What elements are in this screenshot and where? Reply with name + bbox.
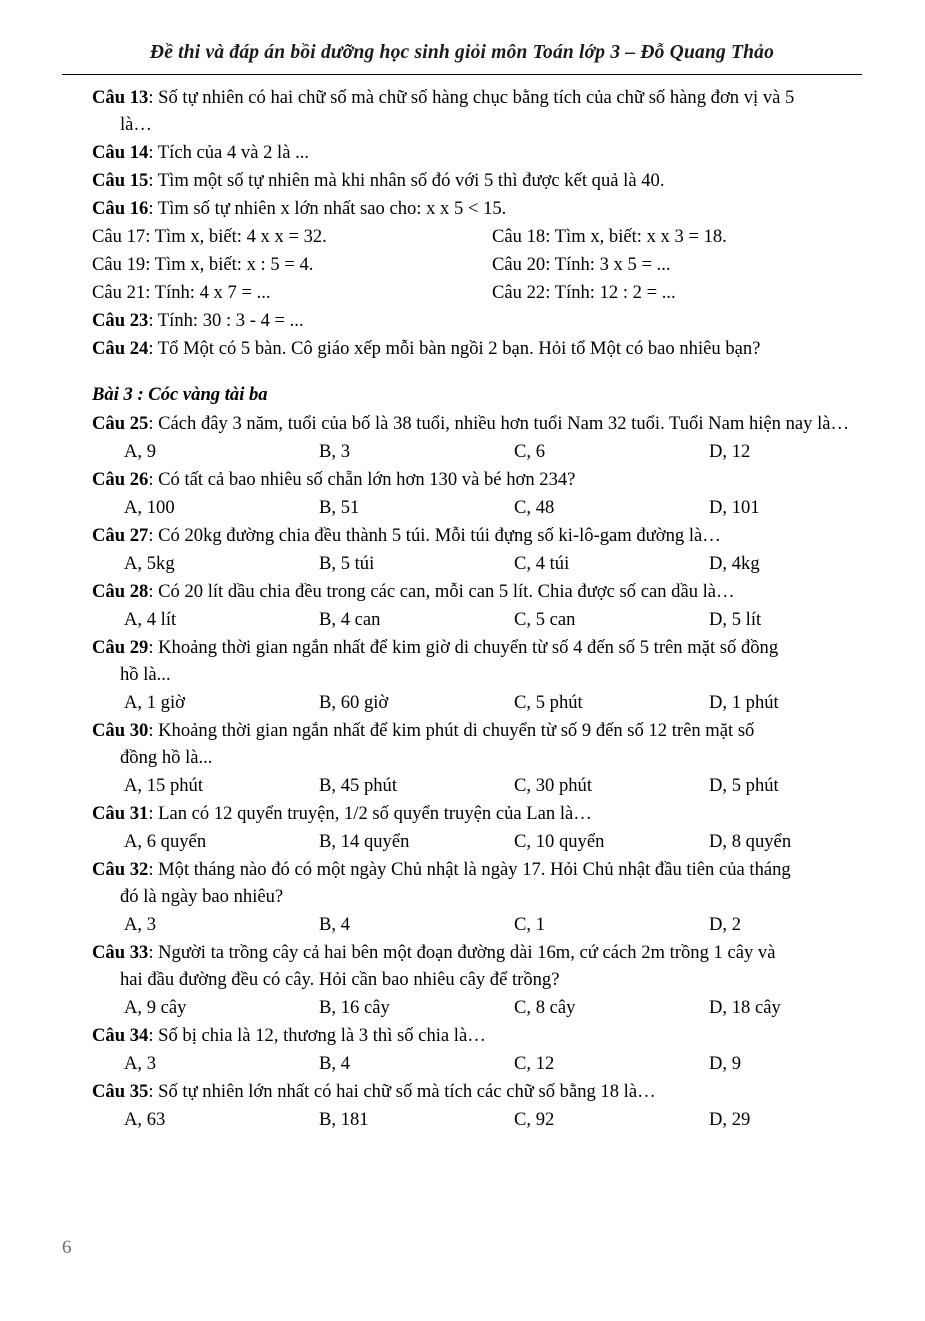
answer-option-c[interactable]: C, 6 — [514, 441, 545, 462]
answer-option-a[interactable]: A, 9 — [124, 441, 157, 462]
answer-options-row — [62, 911, 868, 938]
answer-option-b[interactable]: B, 60 giờ — [319, 692, 389, 713]
answer-options-row — [62, 828, 868, 855]
question-item — [62, 307, 868, 334]
question-item — [62, 578, 868, 605]
question-label: Câu 31 — [92, 803, 149, 824]
answer-options-row — [62, 1050, 868, 1077]
answer-option-c[interactable]: C, 92 — [514, 1109, 555, 1130]
answer-option-c[interactable]: C, 30 phút — [514, 775, 592, 796]
question-text: : Khoảng thời gian ngắn nhất để kim giờ di chuyển từ số 4 đến số 5 trên mặt số đồng — [148, 637, 779, 658]
answer-option-d[interactable]: D, 12 — [709, 441, 751, 462]
question-label: Câu 34 — [92, 1025, 149, 1046]
answer-option-a[interactable]: A, 4 lít — [124, 609, 177, 630]
question-pair-row — [62, 251, 868, 278]
answer-option-b[interactable]: B, 51 — [319, 497, 360, 518]
question-item — [62, 1022, 868, 1049]
answer-option-a[interactable]: A, 15 phút — [124, 775, 204, 796]
answer-option-a[interactable]: A, 3 — [124, 914, 157, 935]
answer-options-row — [62, 1106, 868, 1133]
answer-option-a[interactable]: A, 100 — [124, 497, 175, 518]
answer-option-a[interactable]: A, 3 — [124, 1053, 157, 1074]
question-text: : Tìm x, biết: 4 x x = 32. — [145, 226, 327, 247]
question-label: Câu 13 — [92, 87, 149, 108]
header-divider — [62, 74, 862, 75]
question-pair-row — [62, 223, 868, 250]
answer-option-b[interactable]: B, 181 — [319, 1109, 369, 1130]
question-label: Câu 19 — [92, 254, 146, 275]
question-label: Câu 21 — [92, 282, 146, 303]
question-item — [62, 410, 868, 437]
question-label: Câu 26 — [92, 469, 149, 490]
question-item — [92, 223, 492, 250]
question-text: : Tìm một số tự nhiên mà khi nhân số đó với 5 thì được kết quả là 40. — [148, 170, 665, 191]
question-item — [62, 195, 868, 222]
answer-options-row — [62, 994, 868, 1021]
question-text: : Tính: 4 x 7 = ... — [145, 282, 271, 303]
answer-option-c[interactable]: C, 1 — [514, 914, 545, 935]
answer-option-d[interactable]: D, 4kg — [709, 553, 760, 574]
question-pair-row — [62, 279, 868, 306]
answer-option-b[interactable]: B, 16 cây — [319, 997, 390, 1018]
question-label: Câu 22 — [492, 282, 546, 303]
answer-option-c[interactable]: C, 10 quyển — [514, 831, 605, 852]
question-text: : Tổ Một có 5 bàn. Cô giáo xếp mỗi bàn ngồi 2 bạn. Hỏi tổ Một có bao nhiêu bạn? — [148, 338, 761, 359]
question-item — [62, 167, 868, 194]
question-label: Câu 28 — [92, 581, 149, 602]
question-label: Câu 24 — [92, 338, 149, 359]
answer-option-c[interactable]: C, 5 can — [514, 609, 576, 630]
question-text: : Tính: 30 : 3 - 4 = ... — [148, 310, 304, 331]
answer-option-d[interactable]: D, 1 phút — [709, 692, 779, 713]
answer-option-d[interactable]: D, 101 — [709, 497, 760, 518]
question-text-wrap: hồ là... — [120, 664, 171, 685]
question-item — [62, 856, 868, 910]
question-item — [62, 717, 868, 771]
answer-options-row — [62, 494, 868, 521]
question-text: : Cách đây 3 năm, tuổi của bố là 38 tuổi, nhiều hơn tuổi Nam 32 tuổi. Tuổi Nam hiện nay là… — [148, 413, 850, 434]
question-text: : Tìm số tự nhiên x lớn nhất sao cho: x x 5 < 15. — [148, 198, 507, 219]
question-item — [62, 800, 868, 827]
question-text: : Khoảng thời gian ngắn nhất để kim phút di chuyển từ số 9 đến số 12 trên mặt số — [148, 720, 755, 741]
question-item — [62, 1078, 868, 1105]
answer-option-d[interactable]: D, 5 phút — [709, 775, 779, 796]
question-label: Câu 15 — [92, 170, 149, 191]
question-item — [62, 84, 868, 138]
answer-option-b[interactable]: B, 14 quyển — [319, 831, 410, 852]
answer-option-d[interactable]: D, 18 cây — [709, 997, 781, 1018]
question-item — [492, 279, 676, 306]
answer-option-a[interactable]: A, 9 cây — [124, 997, 187, 1018]
page-header-title: Đề thi và đáp án bồi dưỡng học sinh giỏi môn Toán lớp 3 – Đỗ Quang Thảo — [149, 42, 775, 63]
answer-option-d[interactable]: D, 8 quyển — [709, 831, 792, 852]
question-label: Câu 16 — [92, 198, 149, 219]
answer-option-b[interactable]: B, 5 túi — [319, 553, 375, 574]
question-label: Câu 17 — [92, 226, 146, 247]
answer-option-b[interactable]: B, 4 — [319, 1053, 350, 1074]
answer-option-b[interactable]: B, 45 phút — [319, 775, 397, 796]
question-text: : Tính: 12 : 2 = ... — [545, 282, 676, 303]
question-text: : Tìm x, biết: x x 3 = 18. — [545, 226, 727, 247]
question-text-wrap: đó là ngày bao nhiêu? — [120, 886, 284, 907]
question-text: : Tính: 3 x 5 = ... — [545, 254, 671, 275]
question-label: Câu 29 — [92, 637, 149, 658]
answer-option-b[interactable]: B, 4 can — [319, 609, 381, 630]
answer-option-d[interactable]: D, 9 — [709, 1053, 742, 1074]
answer-option-c[interactable]: C, 4 túi — [514, 553, 570, 574]
answer-option-a[interactable]: A, 1 giờ — [124, 692, 185, 713]
question-text: : Số tự nhiên lớn nhất có hai chữ số mà tích các chữ số bằng 18 là… — [148, 1081, 656, 1102]
answer-option-c[interactable]: C, 8 cây — [514, 997, 576, 1018]
question-label: Câu 33 — [92, 942, 149, 963]
question-item — [62, 939, 868, 993]
question-item — [492, 251, 671, 278]
question-text-wrap: hai đầu đường đều có cây. Hỏi cần bao nhiêu cây để trồng? — [120, 969, 560, 990]
answer-option-a[interactable]: A, 6 quyển — [124, 831, 207, 852]
question-text: : Số bị chia là 12, thương là 3 thì số chia là… — [148, 1025, 486, 1046]
question-item — [62, 466, 868, 493]
page-number: 6 — [62, 1237, 72, 1258]
question-text: : Có 20 lít dầu chia đều trong các can, mỗi can 5 lít. Chia được số can dầu là… — [148, 581, 735, 602]
question-label: Câu 25 — [92, 413, 149, 434]
answer-option-d[interactable]: D, 2 — [709, 914, 742, 935]
question-text: : Một tháng nào đó có một ngày Chủ nhật là ngày 17. Hỏi Chủ nhật đầu tiên của tháng — [148, 859, 791, 880]
answer-option-d[interactable]: D, 29 — [709, 1109, 751, 1130]
answer-option-d[interactable]: D, 5 lít — [709, 609, 762, 630]
answer-option-a[interactable]: A, 5kg — [124, 553, 175, 574]
question-label: Câu 32 — [92, 859, 149, 880]
question-item — [62, 634, 868, 688]
question-label: Câu 18 — [492, 226, 546, 247]
question-text: : Tích của 4 và 2 là ... — [148, 142, 310, 163]
answer-options-row — [62, 606, 868, 633]
answer-option-c[interactable]: C, 12 — [514, 1053, 555, 1074]
answer-options-row — [62, 550, 868, 577]
question-text: : Người ta trồng cây cả hai bên một đoạn đường dài 16m, cứ cách 2m trồng 1 cây và — [148, 942, 776, 963]
section-title: Bài 3 : Cóc vàng tài ba — [92, 384, 268, 405]
question-label: Câu 27 — [92, 525, 149, 546]
answer-options-row — [62, 689, 868, 716]
question-item — [492, 223, 727, 250]
answer-option-b[interactable]: B, 4 — [319, 914, 350, 935]
answer-option-a[interactable]: A, 63 — [124, 1109, 166, 1130]
answer-options-row — [62, 438, 868, 465]
question-text: : Số tự nhiên có hai chữ số mà chữ số hàng chục bằng tích của chữ số hàng đơn vị và 5 — [148, 87, 795, 108]
question-text: : Có 20kg đường chia đều thành 5 túi. Mỗi túi đựng số ki-lô-gam đường là… — [148, 525, 721, 546]
question-label: Câu 35 — [92, 1081, 149, 1102]
answer-option-b[interactable]: B, 3 — [319, 441, 350, 462]
document-body — [62, 84, 868, 1134]
question-item — [92, 279, 492, 306]
question-text: : Tìm x, biết: x : 5 = 4. — [145, 254, 314, 275]
answer-option-c[interactable]: C, 48 — [514, 497, 555, 518]
answer-option-c[interactable]: C, 5 phút — [514, 692, 583, 713]
question-label: Câu 30 — [92, 720, 149, 741]
answer-options-row — [62, 772, 868, 799]
question-text: : Lan có 12 quyển truyện, 1/2 số quyển truyện của Lan là… — [148, 803, 592, 824]
question-item — [62, 335, 868, 362]
question-text: : Có tất cả bao nhiêu số chẵn lớn hơn 130 và bé hơn 234? — [148, 469, 576, 490]
question-label: Câu 14 — [92, 142, 149, 163]
question-label: Câu 23 — [92, 310, 149, 331]
question-text-wrap: đồng hồ là... — [120, 747, 213, 768]
question-item — [62, 522, 868, 549]
question-item — [92, 251, 492, 278]
question-label: Câu 20 — [492, 254, 546, 275]
question-text-wrap: là… — [120, 114, 153, 135]
question-item — [62, 139, 868, 166]
